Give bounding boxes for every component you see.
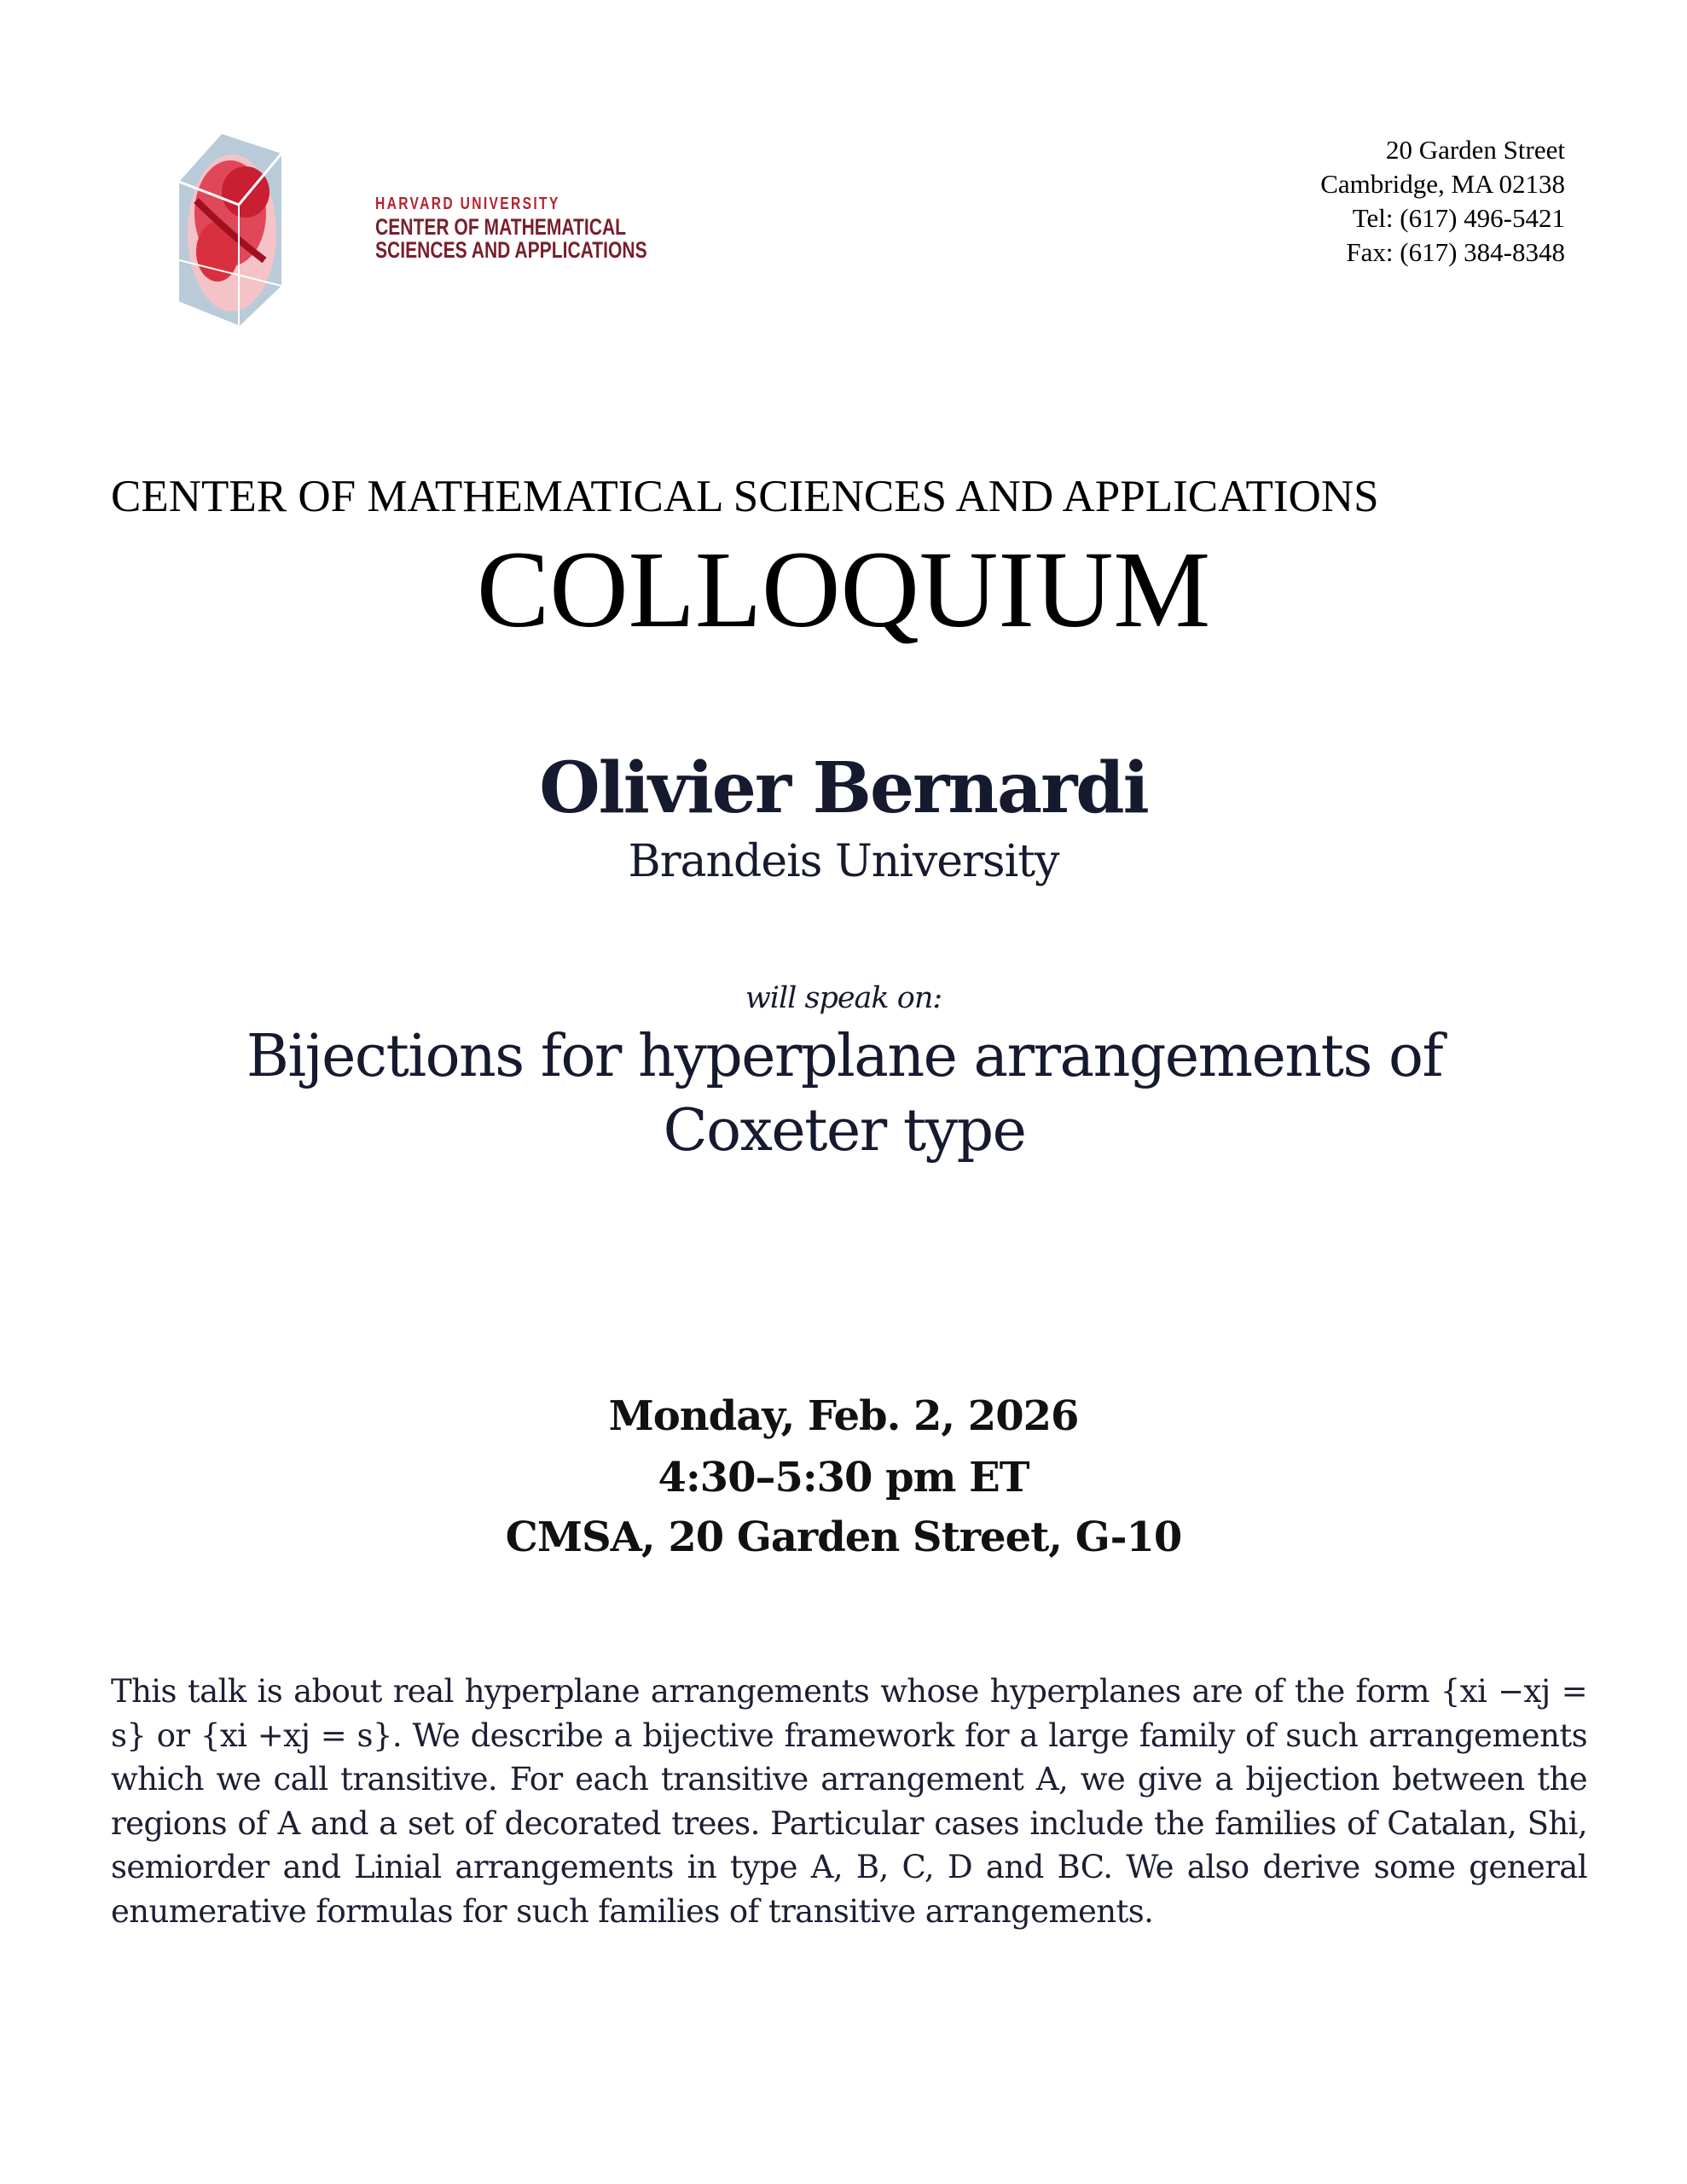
address-tel: Tel: (617) 496-5421 (1352, 203, 1565, 233)
address-city: Cambridge, MA 02138 (1320, 169, 1565, 199)
org-heading: CENTER OF MATHEMATICAL SCIENCES AND APPLICATIONS (111, 472, 1379, 521)
address-fax: Fax: (617) 384-8348 (1346, 237, 1565, 267)
talk-title: Bijections for hyperplane arrangements of Coxeter type (246, 1023, 1443, 1165)
talk-time: 4:30–5:30 pm ET (658, 1454, 1029, 1502)
talk-location: CMSA, 20 Garden Street, G-10 (505, 1513, 1182, 1561)
cmsa-logo-cube (171, 132, 367, 328)
address-block (1320, 133, 1565, 270)
talk-date: Monday, Feb. 2, 2026 (608, 1392, 1079, 1440)
talk-abstract: This talk is about real hyperplane arrangements whose hyperplanes are of the form {xi −xj = s} or {xi +xj = s}. We describe a bijective framework for a large family of such arrangements which we call transitive. For each transitive arrangement A, we give a bijection between the regions of A and a set of decorated trees. Particular cases include the families of Catalan, Shi, semiorder and Linial arrangements in type A, B, C, D and BC. We also derive some general enumerative formulas for such families of transitive arrangements. (111, 1673, 1587, 1930)
logo-line-3: SCIENCES AND APPLICATIONS (375, 237, 647, 263)
speaker-affiliation: Brandeis University (628, 836, 1059, 887)
talk-intro: will speak on: (745, 981, 942, 1015)
cmsa-logo-text (375, 193, 647, 262)
speaker-name: Olivier Bernardi (539, 747, 1148, 829)
logo-line-1: HARVARD UNIVERSITY (375, 195, 560, 213)
logo-line-2: CENTER OF MATHEMATICAL (375, 214, 627, 240)
address-street: 20 Garden Street (1385, 135, 1565, 165)
event-type-heading: COLLOQUIUM (476, 529, 1211, 650)
